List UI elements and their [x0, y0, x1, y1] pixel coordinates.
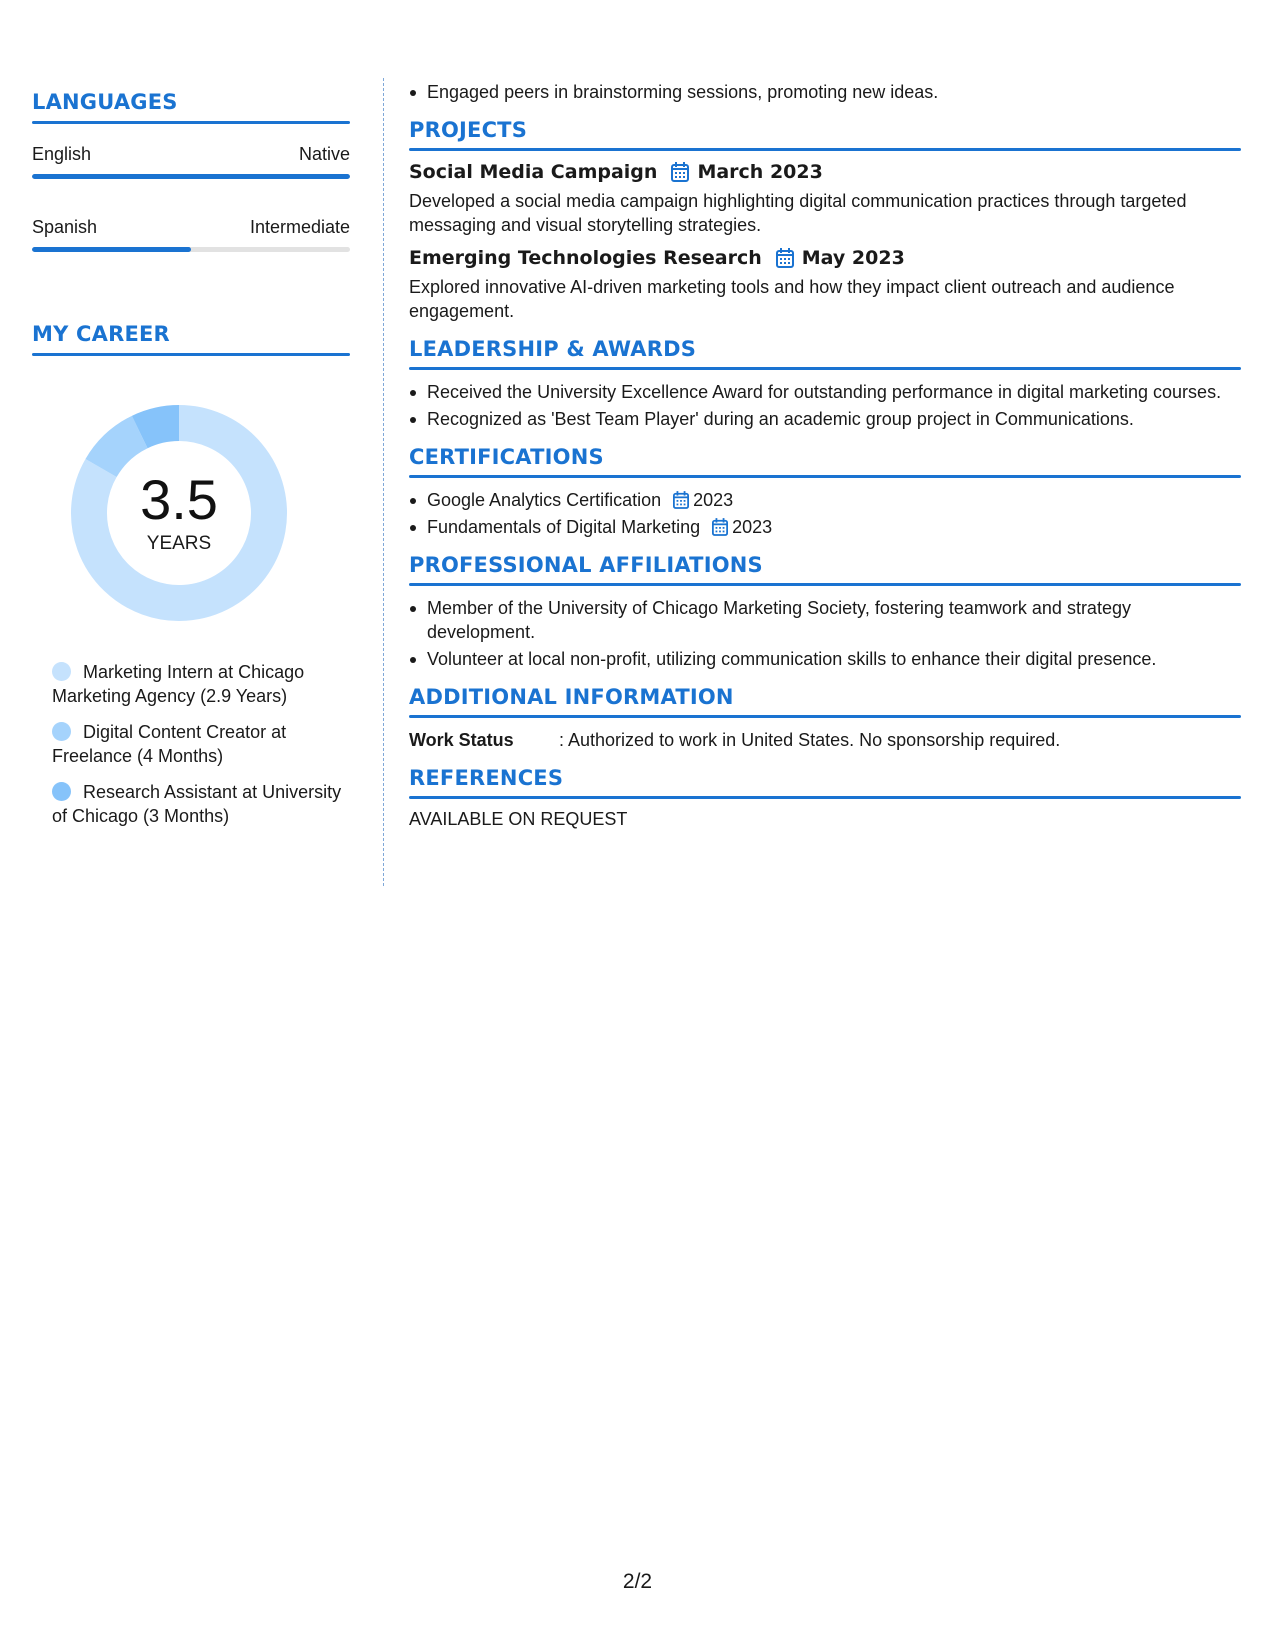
- section-rule: [409, 475, 1241, 478]
- certification-name: Fundamentals of Digital Marketing: [427, 517, 701, 537]
- right-column: [409, 80, 1241, 830]
- additional-info-section: [409, 685, 1241, 752]
- legend-label: Research Assistant at University of Chicago (3 Months): [52, 782, 342, 826]
- career-legend: [52, 660, 350, 828]
- certifications-section: [409, 445, 1241, 539]
- certification-date: 2023: [732, 517, 773, 537]
- language-item: [32, 144, 350, 179]
- certification-item: [409, 515, 1241, 539]
- language-bar: [32, 247, 350, 252]
- career-title: MY CAREER: [32, 322, 170, 346]
- legend-label: Marketing Intern at Chicago Marketing Agency (2.9 Years): [52, 662, 305, 706]
- info-key: Work Status: [409, 730, 514, 750]
- language-name: Spanish: [32, 217, 98, 237]
- leadership-title: LEADERSHIP & AWARDS: [409, 337, 697, 361]
- language-level: Native: [298, 144, 350, 164]
- certification-item: [409, 488, 1241, 512]
- bullet-item: Member of the University of Chicago Marketing Society, fostering teamwork and strategy development.: [409, 596, 1241, 644]
- column-divider: [383, 78, 384, 886]
- bullet-item: Engaged peers in brainstorming sessions, promoting new ideas.: [409, 80, 1241, 104]
- section-rule: [32, 353, 350, 356]
- career-donut-chart: [66, 400, 292, 626]
- certifications-title: CERTIFICATIONS: [409, 445, 604, 469]
- language-bar-fill: [32, 174, 350, 179]
- additional-info-title: ADDITIONAL INFORMATION: [409, 685, 734, 709]
- career-section: [32, 322, 350, 828]
- section-rule: [409, 583, 1241, 586]
- project-item: [409, 161, 1241, 237]
- languages-section: [32, 90, 350, 252]
- project-description: Developed a social media campaign highlighting digital communication practices through targeted messaging and visual storytelling strategies.: [409, 191, 1187, 235]
- projects-title: PROJECTS: [409, 118, 528, 142]
- affiliations-title: PROFESSIONAL AFFILIATIONS: [409, 553, 763, 577]
- info-row: [409, 728, 1241, 752]
- project-date: March 2023: [697, 161, 823, 183]
- career-total-unit: YEARS: [146, 533, 212, 554]
- legend-dot-icon: [52, 662, 71, 681]
- certification-name: Google Analytics Certification: [427, 490, 662, 510]
- language-item: [32, 217, 350, 252]
- career-total-value: 3.5: [140, 468, 218, 531]
- project-description: Explored innovative AI-driven marketing tools and how they impact client outreach and audience engagement.: [409, 277, 1175, 321]
- legend-dot-icon: [52, 782, 71, 801]
- section-rule: [409, 796, 1241, 799]
- legend-item: [52, 720, 350, 768]
- bullet-item: Volunteer at local non-profit, utilizing communication skills to enhance their digital presence.: [409, 647, 1241, 671]
- language-name: English: [32, 144, 92, 164]
- left-column: [32, 90, 350, 840]
- affiliations-section: [409, 553, 1241, 671]
- legend-dot-icon: [52, 722, 71, 741]
- calendar-icon: [776, 248, 794, 268]
- references-section: [409, 766, 1241, 830]
- legend-item: [52, 780, 350, 828]
- references-text: AVAILABLE ON REQUEST: [409, 809, 628, 829]
- legend-label: Digital Content Creator at Freelance (4 Months): [52, 722, 287, 766]
- language-bar: [32, 174, 350, 179]
- donut-center: [66, 400, 292, 626]
- calendar-icon: [712, 518, 728, 536]
- projects-section: [409, 118, 1241, 323]
- languages-title: LANGUAGES: [32, 90, 178, 114]
- bullet-item: Recognized as 'Best Team Player' during an academic group project in Communications.: [409, 407, 1241, 431]
- certification-date: 2023: [693, 490, 734, 510]
- project-date: May 2023: [801, 247, 905, 269]
- legend-item: [52, 660, 350, 708]
- info-value: : Authorized to work in United States. No sponsorship required.: [559, 730, 1061, 750]
- bullet-item: Received the University Excellence Award for outstanding performance in digital marketing courses.: [409, 380, 1241, 404]
- project-name: Emerging Technologies Research: [409, 247, 762, 269]
- references-title: REFERENCES: [409, 766, 564, 790]
- leadership-section: [409, 337, 1241, 431]
- section-rule: [409, 367, 1241, 370]
- calendar-icon: [673, 491, 689, 509]
- language-bar-fill: [32, 247, 191, 252]
- experience-bullets: [409, 80, 1241, 104]
- language-level: Intermediate: [249, 217, 350, 237]
- page-number: 2/2: [622, 1570, 653, 1593]
- section-rule: [409, 148, 1241, 151]
- project-item: [409, 247, 1241, 323]
- section-rule: [32, 121, 350, 124]
- section-rule: [409, 715, 1241, 718]
- project-name: Social Media Campaign: [409, 161, 658, 183]
- calendar-icon: [671, 162, 689, 182]
